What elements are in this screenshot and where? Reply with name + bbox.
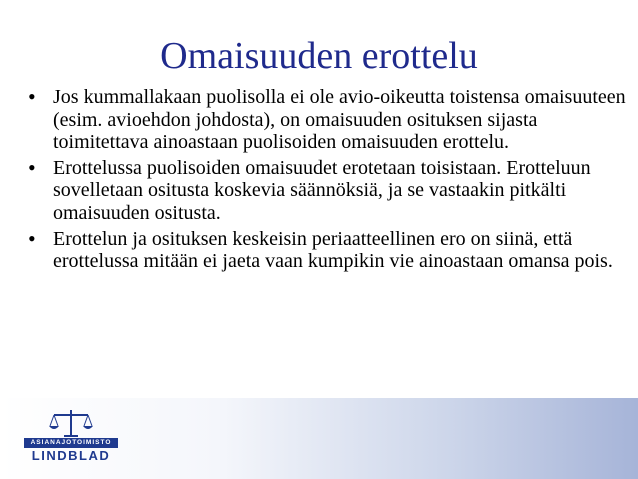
slide-title: Omaisuuden erottelu	[160, 35, 478, 77]
bullet-icon: •	[28, 225, 36, 251]
logo-name: LINDBLAD	[31, 448, 111, 463]
bullet-icon: •	[28, 84, 36, 109]
bullet-text: Jos kummallakaan puolisolla ei ole avio-oikeutta toistensa omaisuuteen (esim. avioehdon johdosta), on omaisuuden osituksen sijasta toimitettava ainoastaan puolisoiden omaisuuden erottelu.	[53, 86, 626, 154]
company-logo	[18, 408, 122, 466]
bullet-item	[28, 225, 628, 273]
bullet-item	[28, 86, 628, 154]
bullet-text: Erottelun ja osituksen keskeisin periaatteellinen ero on siinä, että erottelussa mitään ei jaeta vaan kumpikin vie ainoastaan omansa pois.	[53, 227, 613, 273]
logo-band-text: ASIANAJOTOIMISTO	[24, 438, 118, 448]
bullet-item	[28, 154, 628, 225]
scales-icon	[48, 408, 94, 438]
bullet-list	[28, 86, 628, 276]
bullet-icon: •	[28, 154, 36, 180]
bullet-text: Erottelussa puolisoiden omaisuudet erotetaan toisistaan. Erotteluun sovelletaan ositusta koskevia säännöksiä, ja se vastaakin pitkälti omaisuuden ositusta.	[53, 156, 591, 224]
